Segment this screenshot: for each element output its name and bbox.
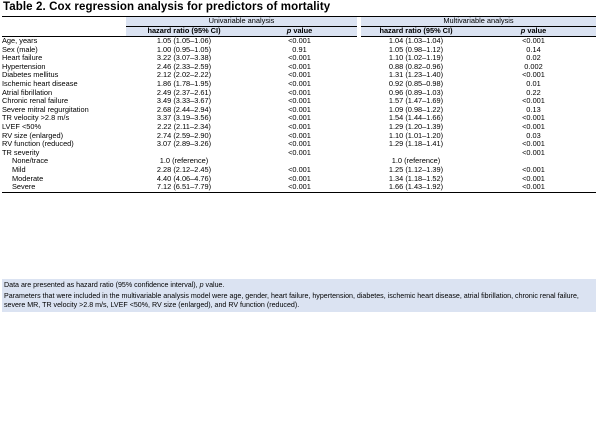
univariable-hazard-ratio: 1.05 (1.05–1.06) [156,36,212,45]
univariable-p-value: <0.001 [288,36,311,45]
multivariable-p-value: <0.001 [522,139,545,149]
multivariable-hazard-ratio: 1.10 (1.01–1.20) [388,130,444,140]
univariable-p-value: <0.001 [288,173,311,183]
univariable-hazard-ratio: 2.68 (2.44–2.94) [156,104,212,114]
cox-regression-table [2,16,596,193]
univariable-p-value: <0.001 [288,104,311,114]
multivariable-hazard-ratio: 0.92 (0.85–0.98) [388,78,444,88]
multivariable-hazard-ratio: 1.0 (reference) [391,156,441,166]
footnote-p-italic: p [199,281,204,289]
footnote-data-presentation [4,279,594,292]
footnote-text-end: value. [203,281,225,289]
group-header-row [2,17,596,27]
row-label: LVEF <50% [2,121,42,131]
univariable-hr-header: hazard ratio (95% CI) [126,27,242,37]
multivariable-hazard-ratio: 1.10 (1.02–1.19) [388,53,444,63]
univariable-hazard-ratio: 3.49 (3.33–3.67) [156,96,212,106]
multivariable-p-value: <0.001 [522,147,545,157]
univariable-p-value: <0.001 [242,183,357,192]
multivariable-hazard-ratio: 1.66 (1.43–1.92) [361,183,471,192]
univariable-hazard-ratio: 4.40 (4.06–4.76) [156,173,212,183]
multivariable-p-value: 0.01 [526,78,541,88]
multivariable-p-value: <0.001 [522,121,545,131]
univariable-hazard-ratio: 2.12 (2.02–2.22) [156,70,212,80]
table-row [2,149,596,158]
row-label: Severe [2,183,126,192]
multivariable-hazard-ratio: 1.31 (1.23–1.40) [388,70,444,80]
multivariable-hazard-ratio: 1.34 (1.18–1.52) [388,173,444,183]
univariable-p-value: <0.001 [288,113,311,123]
univariable-hazard-ratio: 2.46 (2.33–2.59) [156,61,212,71]
univariable-hazard-ratio: 2.74 (2.59–2.90) [156,130,212,140]
multivariable-hazard-ratio: 1.09 (0.98–1.22) [388,104,444,114]
row-label: Mild [12,164,26,174]
multivariable-p-value: <0.001 [522,36,545,45]
p-rest: value [291,26,313,36]
multivariable-p-header [471,27,596,37]
univariable-hazard-ratio: 3.07 (2.89–3.26) [156,139,212,149]
univariable-p-value: <0.001 [288,130,311,140]
table-footnotes [2,279,596,312]
p-italic: p [286,26,292,36]
table-body [2,37,596,193]
multivariable-hazard-ratio: 1.25 (1.12–1.39) [388,164,444,174]
univariable-p-value: 0.91 [292,44,307,54]
univariable-p-value: <0.001 [288,53,311,63]
row-label: Age, years [2,36,38,45]
row-label: RV size (enlarged) [2,130,64,140]
multivariable-p-value: 0.02 [526,53,541,63]
multivariable-hr-header: hazard ratio (95% CI) [361,27,471,37]
univariable-p-value: <0.001 [288,70,311,80]
row-label: Severe mitral regurgitation [2,104,89,114]
footnote-model-parameters: Parameters that were included in the multivariable analysis model were age, gender, heart failure, hypertension, diabetes, ischemic heart disease, atrial fibrillation, chronic renal failure, severe MR, TR velocity >2.8 m/s, LVEF <50%, RV size (enlarged), and RV function (reduced). [4,292,579,309]
multivariable-hazard-ratio: 0.96 (0.89–1.03) [388,87,444,97]
univariable-p-value: <0.001 [288,147,311,157]
row-label: Sex (male) [2,44,38,54]
univariable-header: Univariable analysis [126,17,357,27]
multivariable-hazard-ratio: 1.29 (1.18–1.41) [388,139,444,149]
multivariable-hazard-ratio: 1.04 (1.03–1.04) [388,36,444,45]
table-title: Table 2. Cox regression analysis for predictors of mortality [3,1,331,13]
footnote-text: Data are presented as hazard ratio (95% confidence interval), [4,281,200,289]
row-label: Heart failure [2,53,43,63]
row-label: None/trace [12,156,49,166]
column-header-row [2,27,596,37]
univariable-hazard-ratio: 1.0 (reference) [159,156,209,166]
multivariable-p-value: <0.001 [471,183,596,192]
multivariable-hazard-ratio: 1.05 (0.98–1.12) [388,44,444,54]
multivariable-p-value: 0.22 [526,87,541,97]
multivariable-p-value: <0.001 [522,173,545,183]
multivariable-hazard-ratio: 0.88 (0.82–0.96) [388,61,444,71]
row-label: RV function (reduced) [2,139,74,149]
multivariable-p-value: 0.14 [526,44,541,54]
univariable-p-value: <0.001 [288,87,311,97]
univariable-hazard-ratio: 2.49 (2.37–2.61) [156,87,212,97]
multivariable-p-value: <0.001 [522,164,545,174]
header-blank-cell [2,27,126,37]
univariable-p-value: <0.001 [288,78,311,88]
univariable-hazard-ratio: 2.22 (2.11–2.34) [157,121,211,131]
univariable-p-value: <0.001 [288,61,311,71]
row-label: Ischemic heart disease [2,78,78,88]
univariable-hazard-ratio: 2.28 (2.12–2.45) [156,164,212,174]
multivariable-hazard-ratio: 1.29 (1.20–1.39) [388,121,444,131]
multivariable-p-value: 0.13 [526,104,541,114]
multivariable-header: Multivariable analysis [361,17,596,27]
row-label: Diabetes mellitus [2,70,59,80]
univariable-p-value: <0.001 [288,121,311,131]
univariable-hazard-ratio: 3.22 (3.07–3.38) [156,53,212,63]
row-label: Moderate [12,173,44,183]
univariable-hazard-ratio: 7.12 (6.51–7.79) [126,183,242,192]
header-blank-cell [2,17,126,27]
univariable-p-value: <0.001 [288,139,311,149]
multivariable-p-value: <0.001 [522,96,545,106]
multivariable-p-value: 0.002 [524,61,543,71]
univariable-hazard-ratio: 1.00 (0.95–1.05) [156,44,212,54]
row-label: TR severity [2,147,40,157]
row-label: Hypertension [2,61,46,71]
univariable-p-value: <0.001 [288,164,311,174]
p-italic: p [520,26,526,36]
multivariable-p-value: 0.03 [526,130,541,140]
table-row [2,183,596,192]
row-label: TR velocity >2.8 m/s [2,113,70,123]
univariable-p-header [242,27,357,37]
multivariable-p-value: <0.001 [522,70,545,80]
univariable-p-value: <0.001 [288,96,311,106]
p-rest: value [525,26,547,36]
univariable-hazard-ratio: 1.86 (1.78–1.95) [156,78,212,88]
row-label: Atrial fibrillation [2,87,53,97]
multivariable-hazard-ratio: 1.57 (1.47–1.69) [388,96,444,106]
multivariable-p-value: <0.001 [522,113,545,123]
row-label: Chronic renal failure [2,96,69,106]
univariable-hazard-ratio: 3.37 (3.19–3.56) [156,113,212,123]
multivariable-hazard-ratio: 1.54 (1.44–1.66) [388,113,444,123]
